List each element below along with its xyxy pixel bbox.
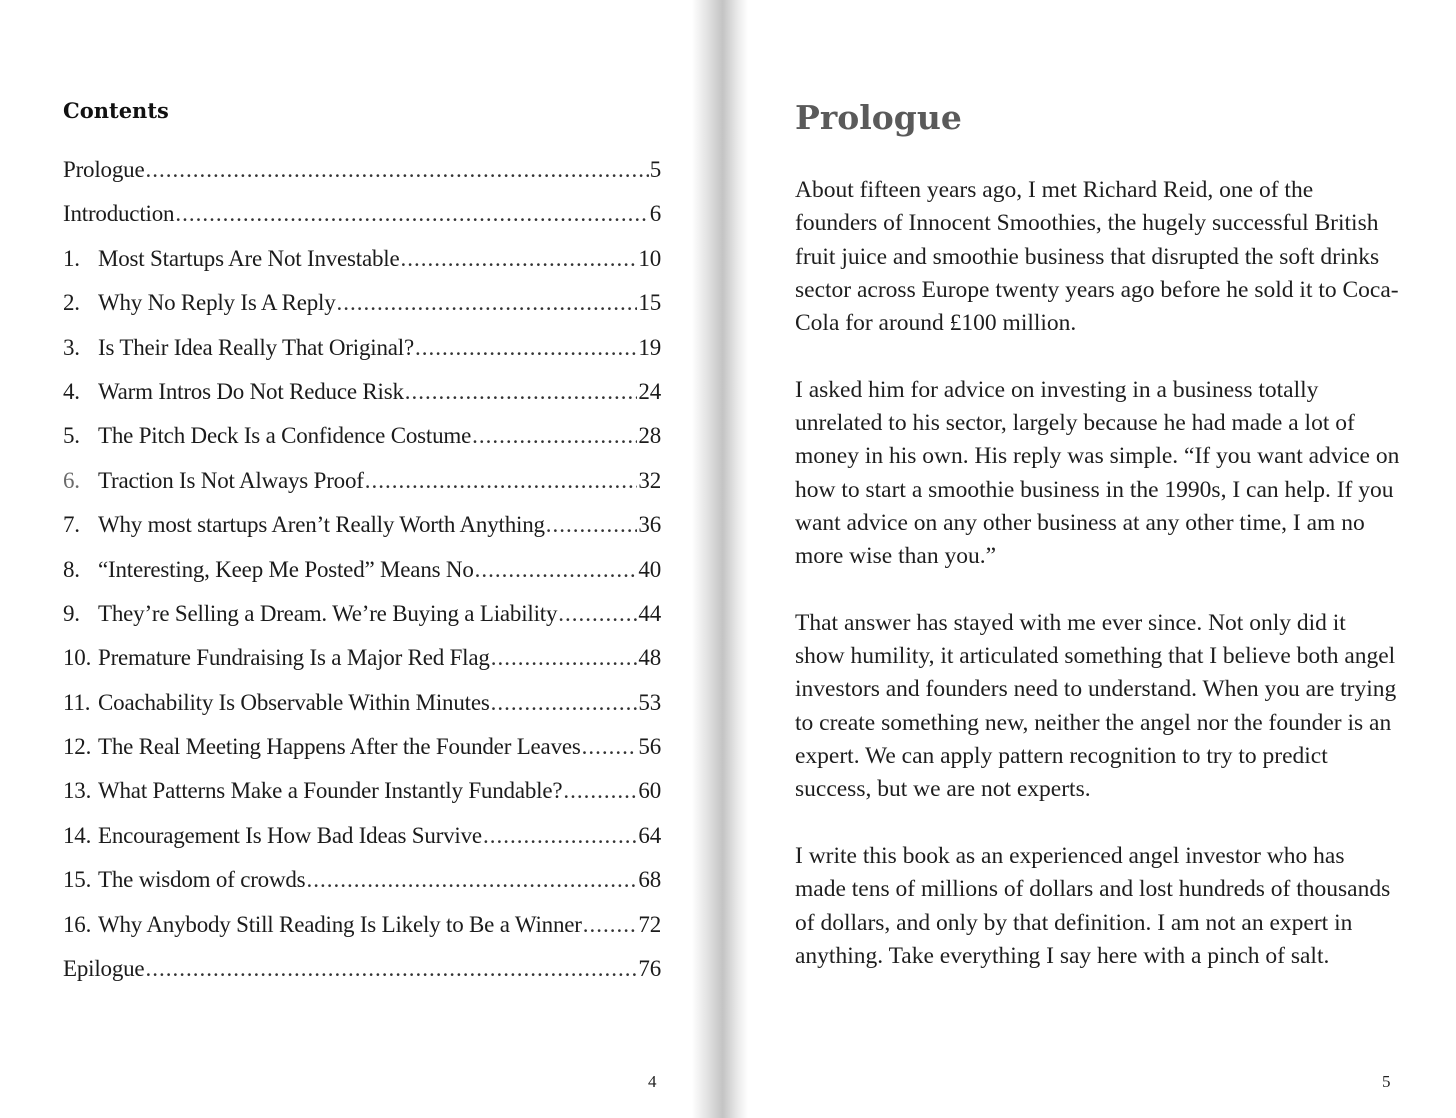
toc-entry-number: 13. (63, 778, 92, 804)
toc-dot-leader (546, 512, 638, 538)
toc-entry-page: 53 (638, 689, 661, 715)
toc-entry[interactable] (63, 423, 661, 467)
toc-entry-title: Is Their Idea Really That Original? (98, 334, 414, 360)
toc-entry[interactable] (63, 468, 661, 512)
body-paragraph: About fifteen years ago, I met Richard Reid, one of the founders of Innocent Smoothies, the hugely successful British fruit juice and smoothie business that disrupted the soft drinks sector across Europe twenty years ago before he sold it to Coca-Cola for around £100 million. (795, 177, 1399, 337)
toc-dot-leader (563, 778, 637, 804)
toc-entry[interactable] (63, 157, 661, 201)
toc-entry-title: Encouragement Is How Bad Ideas Survive (98, 822, 482, 848)
toc-dot-leader (306, 867, 637, 893)
toc-entry[interactable] (63, 246, 661, 290)
toc-entry-page: 36 (638, 512, 661, 538)
toc-entry-title: Premature Fundraising Is a Major Red Flag (98, 645, 490, 671)
toc-entry-page: 24 (638, 378, 661, 404)
toc-entry-number: 7. (63, 512, 80, 538)
contents-page (0, 0, 720, 1118)
toc-entry-number: 12. (63, 734, 92, 760)
toc-entry-number: 4. (63, 378, 80, 404)
toc-entry-title: Why most startups Aren’t Really Worth Anything (98, 512, 545, 538)
toc-entry[interactable] (63, 867, 661, 911)
body-paragraph: That answer has stayed with me ever since. Not only did it show humility, it articulated something that I believe both angel investors and founders need to understand. When you are trying to create something new, neither the angel nor the founder is an expert. We can apply pattern recognition to try to predict success, but we are not experts. (795, 609, 1397, 803)
chapter-body (795, 174, 1400, 1006)
toc-entry-title: Traction Is Not Always Proof (98, 467, 364, 493)
toc-dot-leader (405, 379, 638, 405)
toc-entry-page: 48 (638, 645, 661, 671)
toc-entry-title: Prologue (63, 157, 145, 182)
toc-dot-leader (337, 290, 638, 316)
toc-entry-page: 56 (638, 734, 661, 760)
toc-dot-leader (582, 734, 638, 760)
toc-entry-title: Most Startups Are Not Investable (98, 245, 400, 271)
toc-entry[interactable] (63, 912, 661, 956)
toc-entry-number: 6. (63, 467, 80, 493)
toc-dot-leader (365, 468, 638, 494)
toc-entry[interactable] (63, 201, 661, 245)
toc-entry-number: 10. (63, 645, 92, 671)
toc-entry-page: 40 (638, 556, 661, 582)
toc-entry[interactable] (63, 379, 661, 423)
toc-entry[interactable] (63, 645, 661, 689)
toc-entry-number: 1. (63, 245, 80, 271)
toc-dot-leader (145, 956, 637, 982)
toc-entry-title: Why Anybody Still Reading Is Likely to Be a Winner (98, 911, 582, 937)
toc-entry-number: 9. (63, 600, 80, 626)
toc-entry-page: 19 (638, 334, 661, 360)
toc-dot-leader (583, 912, 638, 938)
toc-entry-page: 32 (638, 467, 661, 493)
contents-heading: Contents (63, 98, 169, 123)
toc-entry-number: 15. (63, 867, 92, 893)
toc-entry-page: 72 (638, 911, 661, 937)
toc-entry-title: They’re Selling a Dream. We’re Buying a Liability (98, 600, 558, 626)
toc-entry-title: The wisdom of crowds (98, 867, 306, 893)
chapter-title: Prologue (795, 98, 962, 137)
body-paragraph: I write this book as an experienced angel investor who has made tens of millions of dollars and lost hundreds of thousands of dollars, and only by that definition. I am not an expert in anything. Take everything I say here with a pinch of salt. (795, 842, 1391, 969)
toc-entry[interactable] (63, 734, 661, 778)
toc-entry-title: Epilogue (63, 956, 145, 982)
toc-dot-leader (415, 335, 637, 361)
toc-entry-page: 10 (638, 245, 661, 271)
toc-entry-title: Why No Reply Is A Reply (98, 290, 336, 316)
toc-entry-number: 14. (63, 822, 92, 848)
toc-entry[interactable] (63, 956, 661, 1000)
toc-entry-title: The Real Meeting Happens After the Founder Leaves (98, 734, 581, 760)
toc-dot-leader (491, 690, 638, 716)
toc-entry[interactable] (63, 823, 661, 867)
toc-entry-page: 60 (638, 778, 661, 804)
toc-entry-page: 68 (638, 867, 661, 893)
toc-dot-leader (145, 157, 648, 183)
toc-dot-leader (472, 423, 637, 449)
toc-entry[interactable] (63, 512, 661, 556)
toc-entry-number: 5. (63, 423, 80, 449)
toc-dot-leader (175, 201, 648, 227)
toc-entry[interactable] (63, 778, 661, 822)
body-paragraph: I asked him for advice on investing in a business totally unrelated to his sector, largely because he had made a lot of money in his own. His reply was simple. “If you want advice on how to start a smoothie business in the 1990s, I can help. If you want advice on any other business at any other time, I am no more wise than you.” (795, 376, 1400, 570)
toc-entry-title: Coachability Is Observable Within Minutes (98, 689, 490, 715)
toc-entry-page: 28 (638, 423, 661, 449)
toc-entry-title: Warm Intros Do Not Reduce Risk (98, 378, 404, 404)
toc-entry-page: 76 (638, 956, 661, 982)
toc-entry-page: 6 (649, 201, 661, 227)
toc-entry-page: 15 (638, 290, 661, 316)
toc-entry[interactable] (63, 557, 661, 601)
toc-entry-number: 11. (63, 689, 91, 715)
toc-entry-title: “Interesting, Keep Me Posted” Means No (98, 556, 474, 582)
toc-entry-title: The Pitch Deck Is a Confidence Costume (98, 423, 472, 449)
table-of-contents (63, 157, 661, 1000)
toc-dot-leader (558, 601, 637, 627)
toc-entry[interactable] (63, 601, 661, 645)
page-number-left: 4 (648, 1072, 657, 1091)
toc-entry-page: 64 (638, 822, 661, 848)
toc-entry-title: Introduction (63, 201, 175, 227)
toc-dot-leader (401, 246, 638, 272)
toc-entry-number: 2. (63, 290, 80, 316)
toc-entry-number: 3. (63, 334, 80, 360)
toc-entry-page: 5 (649, 157, 661, 182)
toc-entry[interactable] (63, 290, 661, 334)
toc-entry[interactable] (63, 335, 661, 379)
toc-dot-leader (483, 823, 637, 849)
toc-entry[interactable] (63, 690, 661, 734)
toc-dot-leader (475, 557, 638, 583)
toc-entry-number: 8. (63, 556, 80, 582)
toc-entry-title: What Patterns Make a Founder Instantly Fundable? (98, 778, 563, 804)
page-number-right: 5 (1382, 1072, 1391, 1091)
toc-entry-page: 44 (638, 600, 661, 626)
toc-dot-leader (491, 645, 638, 671)
toc-entry-number: 16. (63, 911, 92, 937)
